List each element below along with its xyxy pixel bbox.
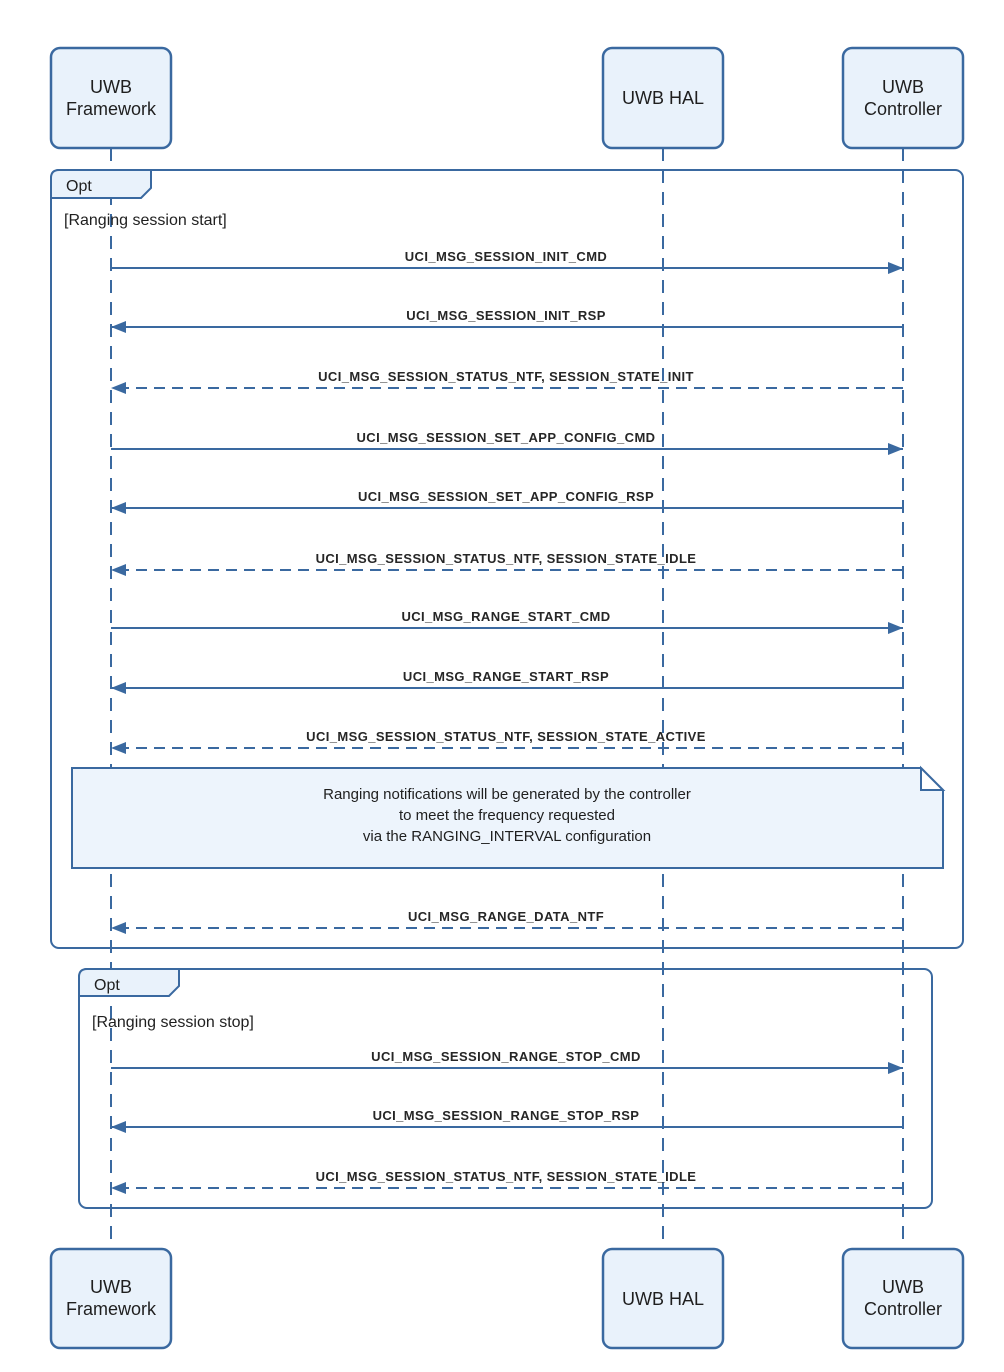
- participant-uwb-hal-top: [603, 48, 723, 148]
- participant-label: Framework: [65, 1299, 157, 1319]
- participant-uwb-framework-top: [51, 48, 171, 148]
- message-label: UCI_MSG_RANGE_START_CMD: [401, 609, 611, 624]
- message-range-data-ntf: [111, 909, 903, 928]
- message-session-range-stop-cmd: [111, 1049, 903, 1068]
- message-label: UCI_MSG_SESSION_SET_APP_CONFIG_RSP: [357, 489, 655, 504]
- participant-label: UWB: [90, 77, 132, 97]
- fragment-guard-label: [Ranging session stop]: [92, 1014, 254, 1031]
- participant-box: [51, 48, 171, 148]
- participant-label: UWB HAL: [621, 1289, 705, 1309]
- participant-uwb-framework-bottom: [51, 1249, 171, 1348]
- message-label: UCI_MSG_SESSION_STATUS_NTF, SESSION_STATE_INIT: [318, 369, 694, 384]
- message-session-init-rsp: [111, 308, 903, 327]
- message-label: UCI_MSG_SESSION_STATUS_NTF, SESSION_STATE_IDLE: [315, 1169, 697, 1184]
- message-session-set-app-config-cmd: [111, 430, 903, 449]
- participant-label: UWB HAL: [621, 88, 705, 108]
- participant-uwb-controller-top: [843, 48, 963, 148]
- note-fold-corner: [921, 768, 943, 790]
- message-session-range-stop-rsp: [111, 1108, 903, 1127]
- participant-uwb-controller-bottom: [843, 1249, 963, 1348]
- note-text-line: via the RANGING_INTERVAL configuration: [362, 828, 652, 845]
- message-session-status-ntf-init: [111, 369, 903, 388]
- participant-label: Controller: [863, 1299, 943, 1319]
- participant-label: Controller: [863, 99, 943, 119]
- message-label: UCI_MSG_SESSION_INIT_CMD: [404, 249, 608, 264]
- note-text-line: to meet the frequency requested: [399, 807, 615, 824]
- message-label: UCI_MSG_SESSION_RANGE_STOP_RSP: [372, 1108, 640, 1123]
- participant-uwb-hal-bottom: [603, 1249, 723, 1348]
- message-label: UCI_MSG_RANGE_DATA_NTF: [407, 909, 605, 924]
- message-session-status-ntf-idle-2: [111, 1169, 903, 1188]
- message-session-status-ntf-active: [111, 729, 903, 748]
- fragment-operator-label: Opt: [66, 178, 92, 195]
- message-label: UCI_MSG_SESSION_STATUS_NTF, SESSION_STATE_IDLE: [315, 551, 697, 566]
- participant-label: UWB: [90, 1277, 132, 1297]
- participant-label: Framework: [65, 99, 157, 119]
- note-ranging-notifications: [72, 768, 943, 868]
- participant-label: UWB: [882, 77, 924, 97]
- note-text-line: Ranging notifications will be generated by the controller: [323, 786, 691, 803]
- message-label: UCI_MSG_SESSION_INIT_RSP: [406, 308, 606, 323]
- fragment-operator-label: Opt: [94, 977, 120, 994]
- message-session-init-cmd: [111, 249, 903, 268]
- message-label: UCI_MSG_RANGE_START_RSP: [402, 669, 610, 684]
- message-label: UCI_MSG_SESSION_STATUS_NTF, SESSION_STATE_ACTIVE: [306, 729, 706, 744]
- message-range-start-rsp: [111, 669, 903, 688]
- message-label: UCI_MSG_SESSION_RANGE_STOP_CMD: [371, 1049, 641, 1064]
- message-session-status-ntf-idle: [111, 551, 903, 570]
- fragment-guard-label: [Ranging session start]: [64, 212, 227, 229]
- message-label: UCI_MSG_SESSION_SET_APP_CONFIG_CMD: [356, 430, 656, 445]
- participant-label: UWB: [882, 1277, 924, 1297]
- message-range-start-cmd: [111, 609, 903, 628]
- message-session-set-app-config-rsp: [111, 489, 903, 508]
- participant-box: [843, 48, 963, 148]
